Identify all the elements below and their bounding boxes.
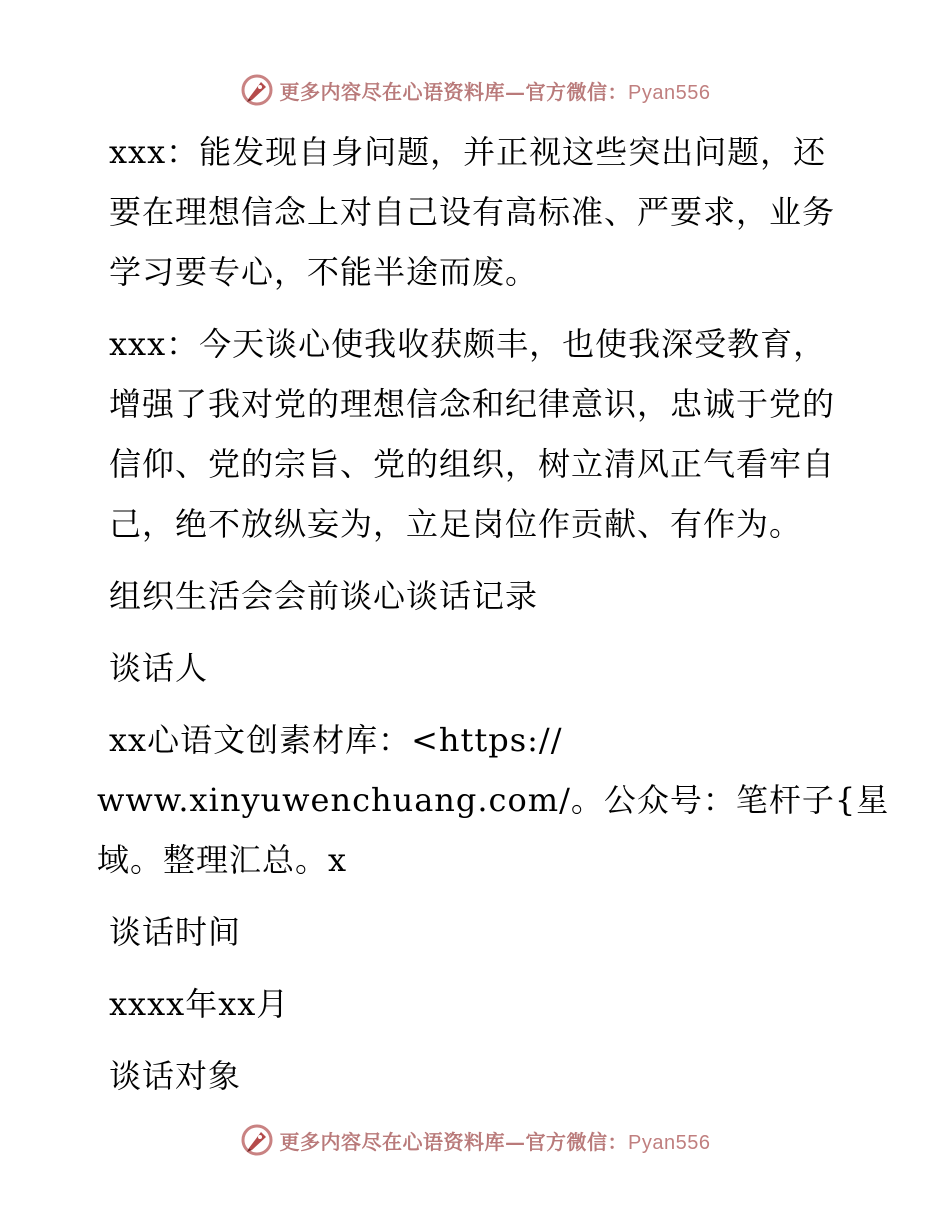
pen-nib-logo-icon [240,1123,274,1157]
text-line: xx心语文创素材库：<https:// [109,721,563,759]
text-line: 谈话对象 [109,1057,242,1095]
wechat-id: Pyan556 [628,81,711,104]
wechat-id: Pyan556 [628,1131,711,1154]
text-line: www.xinyuwenchuang.com/。公众号：笔杆子{星 [97,781,890,819]
section-heading [97,566,857,626]
text-line: 组织生活会会前谈心谈话记录 [109,577,539,615]
text-line: xxx：能发现自身问题，并正视这些突出问题，还 [109,133,827,171]
text-line: 谈话时间 [109,913,242,951]
source-note [97,710,890,890]
banner-label: 更多内容尽在心语资料库—官方微信：Pyan556 [279,1129,711,1154]
text-line: 谈话人 [109,649,209,687]
document-body [97,122,890,1118]
field-label-speaker [97,638,857,698]
banner-label: 更多内容尽在心语资料库—官方微信：Pyan556 [279,79,711,104]
text-line: 己，绝不放纵妄为，立足岗位作贡献、有作为。 [109,505,803,543]
text-line: 学习要专心，不能半途而废。 [109,253,539,291]
text-line: xxxx年xx月 [109,985,290,1023]
header-banner [0,70,950,110]
field-label-target [97,1046,857,1106]
text-line: 信仰、党的宗旨、党的组织，树立清风正气看牢自 [109,445,836,483]
paragraph-reflection [97,314,857,554]
text-line: 增强了我对党的理想信念和纪律意识，忠诚于党的 [109,385,836,423]
pen-nib-logo-icon [240,73,274,107]
field-label-time [97,902,857,962]
footer-banner [0,1120,950,1160]
text-line: 要在理想信念上对自己设有高标准、严要求，业务 [109,193,836,231]
paragraph-self-review [97,122,857,302]
text-line: xxx：今天谈心使我收获颇丰，也使我深受教育， [109,325,827,363]
field-value-date [97,974,857,1034]
text-line: 域。整理汇总。x [97,841,348,879]
